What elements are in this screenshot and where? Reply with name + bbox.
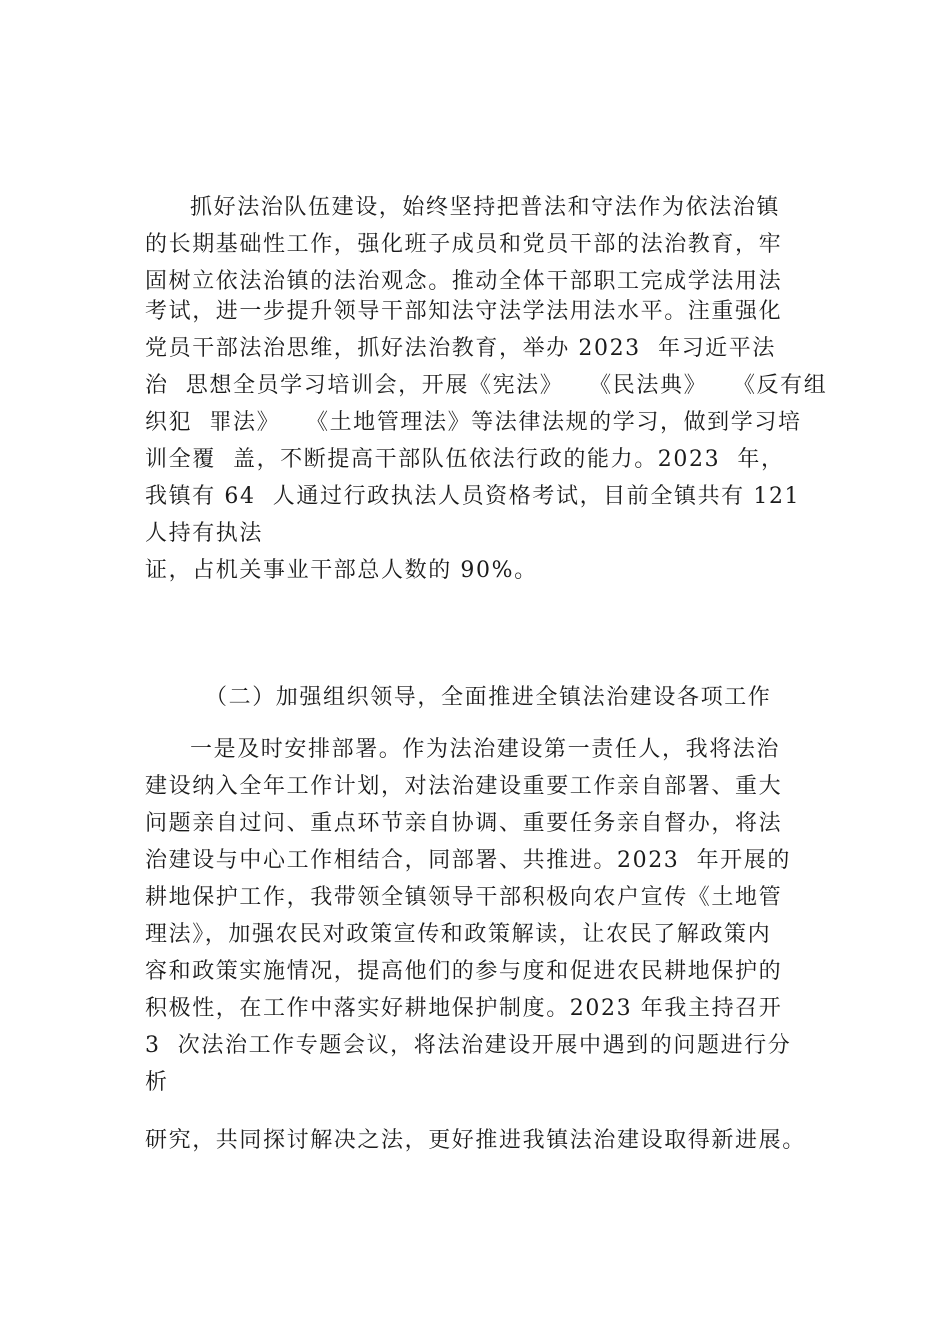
section-heading: （二）加强组织领导，全面推进全镇法治建设各项工作 (205, 685, 772, 710)
paragraph2-line: 容和政策实施情况，提高他们的参与度和促进农民耕地保护的 (145, 959, 783, 984)
paragraph2-line: 3 次法治工作专题会议，将法治建设开展中遇到的问题进行分 (145, 1033, 792, 1058)
paragraph2-line: 研究，共同探讨解决之法，更好推进我镇法治建设取得新进展。 (145, 1128, 806, 1153)
paragraph1-line: 织犯 罪法》 《土地管理法》等法律法规的学习，做到学习培 (145, 410, 802, 435)
paragraph1-line: 抓好法治队伍建设，始终坚持把普法和守法作为依法治镇 (190, 195, 781, 220)
paragraph2-line: 积极性，在工作中落实好耕地保护制度。2023 年我主持召开 (145, 996, 783, 1021)
paragraph2-line: 耕地保护工作，我带领全镇领导干部积极向农户宣传《土地管 (145, 885, 783, 910)
paragraph2-line: 问题亲自过问、重点环节亲自协调、重要任务亲自督办，将法 (145, 811, 783, 836)
paragraph1-line: 我镇有 64 人通过行政执法人员资格考试，目前全镇共有 121 (145, 484, 801, 509)
paragraph1-line: 治 思想全员学习培训会，开展《宪法》 《民法典》 《反有组 (145, 373, 828, 398)
paragraph2-line: 析 (145, 1070, 169, 1095)
paragraph2-line: 治建设与中心工作相结合，同部署、共推进。2023 年开展的 (145, 848, 791, 873)
paragraph1-line: 固树立依法治镇的法治观念。推动全体干部职工完成学法用法 (145, 269, 783, 294)
paragraph1-line: 的长期基础性工作，强化班子成员和党员干部的法治教育，牢 (145, 232, 783, 257)
paragraph1-line: 党员干部法治思维，抓好法治教育，举办 2023 年习近平法 (145, 336, 776, 361)
paragraph2-line: 理法》，加强农民对政策宣传和政策解读，让农民了解政策内 (145, 922, 772, 947)
paragraph1-line: 考试，进一步提升领导干部知法守法学法用法水平。注重强化 (145, 299, 783, 324)
paragraph2-line: 建设纳入全年工作计划，对法治建设重要工作亲自部署、重大 (145, 774, 783, 799)
paragraph1-line: 人持有执法 (145, 521, 264, 546)
paragraph1-line: 证，占机关事业干部总人数的 90%。 (145, 558, 538, 583)
paragraph2-line: 一是及时安排部署。作为法治建设第一责任人，我将法治 (190, 737, 781, 762)
paragraph1-line: 训全覆 盖，不断提高干部队伍依法行政的能力。2023 年， (145, 447, 785, 472)
